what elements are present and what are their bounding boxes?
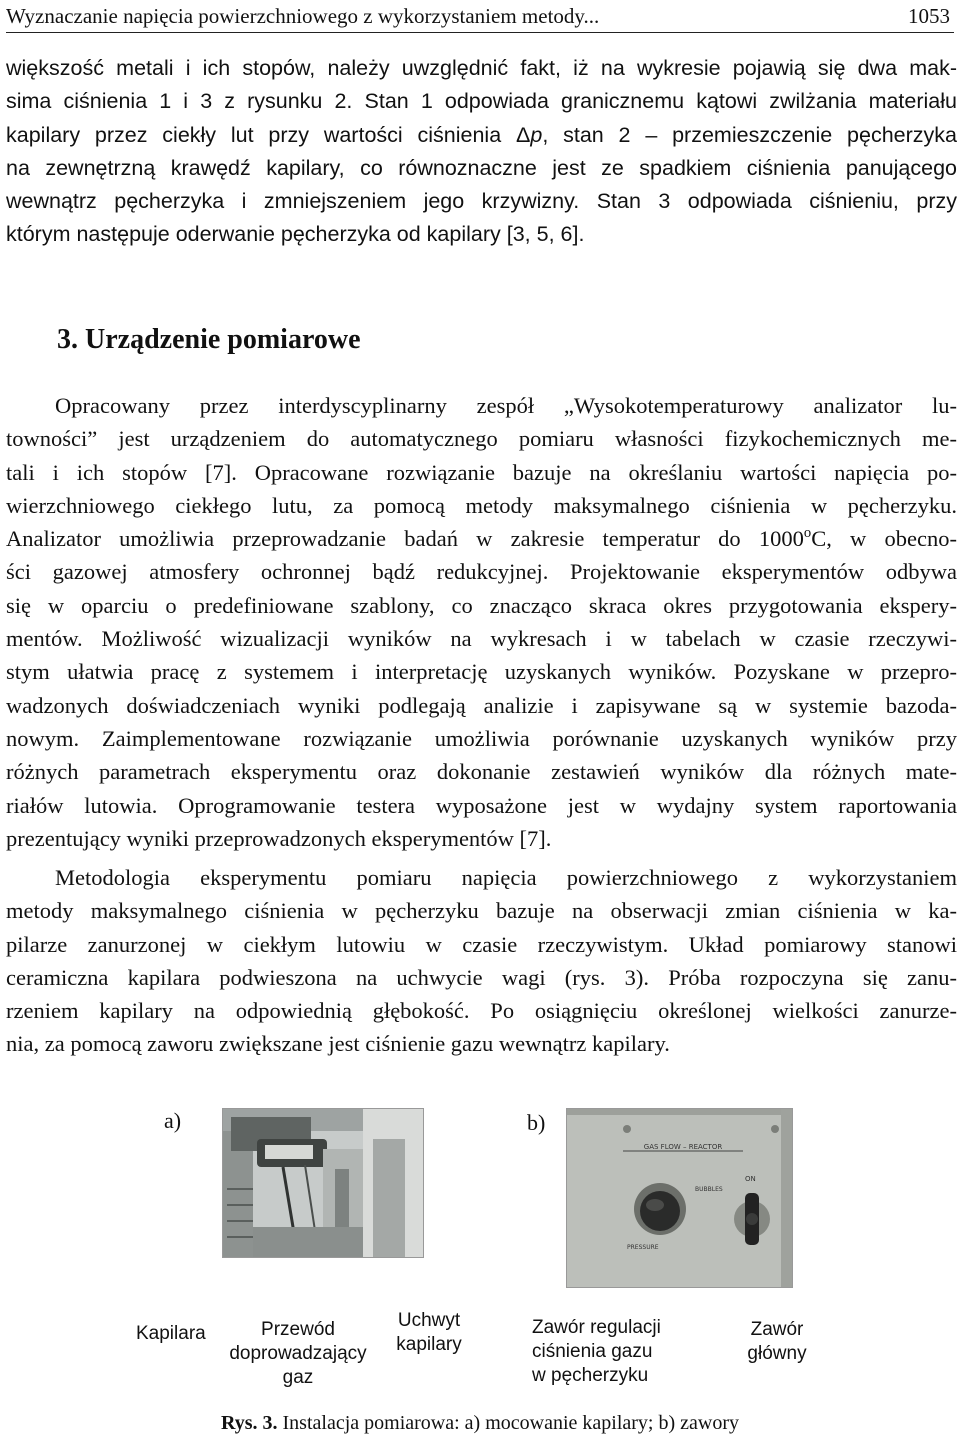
paragraph-line: wadzonych doświadczeniach wyniki podlegają analizie i zapisywane są w systemie bazoda- (6, 692, 957, 718)
valves-illustration (567, 1109, 792, 1287)
paragraph-line: mentów. Możliwość wizualizacji wyników na wykresach i w tabelach w czasie rzeczywi- (6, 626, 957, 652)
pressure-label-text: PRESSURE (627, 1244, 659, 1251)
callout-line: Przewód (261, 1319, 335, 1340)
callout-main-valve (740, 1318, 814, 1366)
running-head-title: Wyznaczanie napięcia powierzchniowego z wykorzystaniem metody... (6, 4, 600, 28)
callout-line: doprowadzający (229, 1343, 367, 1364)
degree-superscript: o (803, 525, 812, 542)
paragraph-line: tali i ich stopów [7]. Opracowane rozwiązanie bazuje na określaniu wartości napięcia po- (6, 459, 957, 485)
callout-gas-supply-line (216, 1318, 380, 1390)
paragraph-line: nowym. Zaimplementowane rozwiązanie umożliwia porównanie uzyskanych wyników przy (6, 725, 957, 751)
running-head (6, 2, 954, 33)
figure-label-a: a) (164, 1108, 182, 1133)
paragraph-line (6, 522, 957, 555)
intro-line-part: , stan 2 – przemieszczenie pęcherzyka (542, 122, 957, 147)
figure-caption (0, 1410, 960, 1436)
intro-line: na zewnętrzną krawędź kapilary, co równoznaczne jest ze spadkiem ciśnienia panującego (6, 155, 957, 180)
callout-line: Zawór (750, 1319, 804, 1340)
caption-label: Rys. 3. (220, 1412, 278, 1434)
paragraph-line: wierzchniowego ciekłego lutu, za pomocą metody maksymalnego ciśnienia w pęcherzyku. (6, 492, 957, 518)
paragraph-line: Metodologia eksperymentu pomiaru napięcia powierzchniowego z wykorzystaniem (55, 865, 957, 890)
paragraph-line: prezentujący wyniki przeprowadzonych eksperymentów [7]. (6, 825, 552, 851)
paragraph-line: się w oparciu o predefiniowane szablony, co znacząco skraca okres przygotowania ekspery- (6, 592, 957, 618)
paragraph-line: pilarze zanurzonej w ciekłym lutowiu w czasie rzeczywistym. Układ pomiarowy stanowi (6, 931, 957, 957)
intro-line: sima ciśnienia 1 i 3 z rysunku 2. Stan 1 odpowiada granicznemu kątowi zwilżania materiału (6, 89, 957, 114)
intro-paragraph (6, 52, 957, 252)
callout-line: w pęcherzyku (532, 1365, 649, 1386)
paragraph-line: metody maksymalnego ciśnienia w pęcherzyku bazuje na obserwacji zmian ciśnienia w ka- (6, 898, 957, 924)
caption-text: Instalacja pomiarowa: a) mocowanie kapilary; b) zawory (277, 1412, 739, 1434)
paragraph-line: stym ułatwia pracę z systemem i interpretację uzyskanych wyników. Pozyskane w przepro- (6, 659, 957, 685)
capillary-mount-illustration (223, 1109, 423, 1257)
pressure-symbol: p (530, 122, 543, 147)
callout-kapilara-text: Kapilara (136, 1323, 206, 1344)
paragraph-line: nia, za pomocą zaworu zwiększane jest ciśnienie gazu wewnątrz kapilary. (6, 1031, 670, 1057)
callout-line: Zawór regulacji (532, 1317, 661, 1338)
callout-capillary-holder (386, 1309, 472, 1357)
paragraph-line: ści gazowej atmosfery ochronnej bądź redukcyjnej. Projektowanie eksperymentów odbywa (6, 559, 957, 585)
paragraph-line: Opracowany przez interdyscyplinarny zespół „Wysokotemperaturowy analizator lu- (55, 393, 957, 418)
intro-line (6, 119, 957, 152)
callout-line: ciśnienia gazu (532, 1341, 653, 1362)
photo-valves (566, 1108, 793, 1288)
figure-label-b: b) (527, 1110, 546, 1135)
section-heading: 3. Urządzenie pomiarowe (57, 324, 361, 355)
paragraph-line: rzeniem kapilary na odpowiednią głębokość. Po osiągnięciu określonej wielkości zanurze- (6, 998, 957, 1024)
on-label-text: ON (745, 1175, 756, 1183)
callout-line: kapilary (396, 1334, 462, 1355)
paragraph-line: riałów lutowia. Oprogramowanie testera wyposażone jest w wydajny system raportowania (6, 792, 957, 818)
paragraph-2 (6, 861, 957, 1061)
bubbles-label-text: BUBBLES (695, 1186, 723, 1193)
paragraph-line: różnych parametrach eksperymentu oraz dokonanie zestawień wyników dla różnych mate- (6, 759, 957, 785)
photo-capillary-mount (222, 1108, 424, 1258)
page-number: 1053 (908, 4, 950, 28)
paragraph-1 (6, 389, 957, 855)
callout-line: główny (747, 1343, 807, 1364)
paragraph-line: towności” jest urządzeniem do automatycznego pomiaru własności fizykochemicznych me- (6, 426, 957, 452)
callout-line: Uchwyt (397, 1310, 461, 1331)
callout-pressure-valve (532, 1316, 694, 1388)
intro-line: większość metali i ich stopów, należy uwzględnić fakt, iż na wykresie pojawią się dwa mak- (6, 56, 957, 80)
paragraph-line-part: Analizator umożliwia przeprowadzanie badań w zakresie temperatur do 1000 (6, 526, 804, 552)
intro-line: wewnątrz pęcherzyka i zmniejszeniem jego krzywizny. Stan 3 odpowiada ciśnieniu, przy (6, 189, 957, 214)
paragraph-line-part: C, w obecno- (811, 526, 957, 552)
intro-line: którym następuje oderwanie pęcherzyka od kapilary [3, 5, 6]. (6, 222, 585, 247)
panel-label-text: GAS FLOW – REACTOR (643, 1143, 723, 1151)
paragraph-line: ceramiczna kapilara podwieszona na uchwycie wagi (rys. 3). Próba rozpoczyna się zanu- (6, 964, 957, 990)
intro-line-part: kapilary przez ciekły lut przy wartości ciśnienia (6, 122, 516, 147)
delta-symbol: Δ (515, 122, 531, 147)
callout-line: gaz (282, 1367, 314, 1388)
callout-kapilara (136, 1322, 216, 1346)
